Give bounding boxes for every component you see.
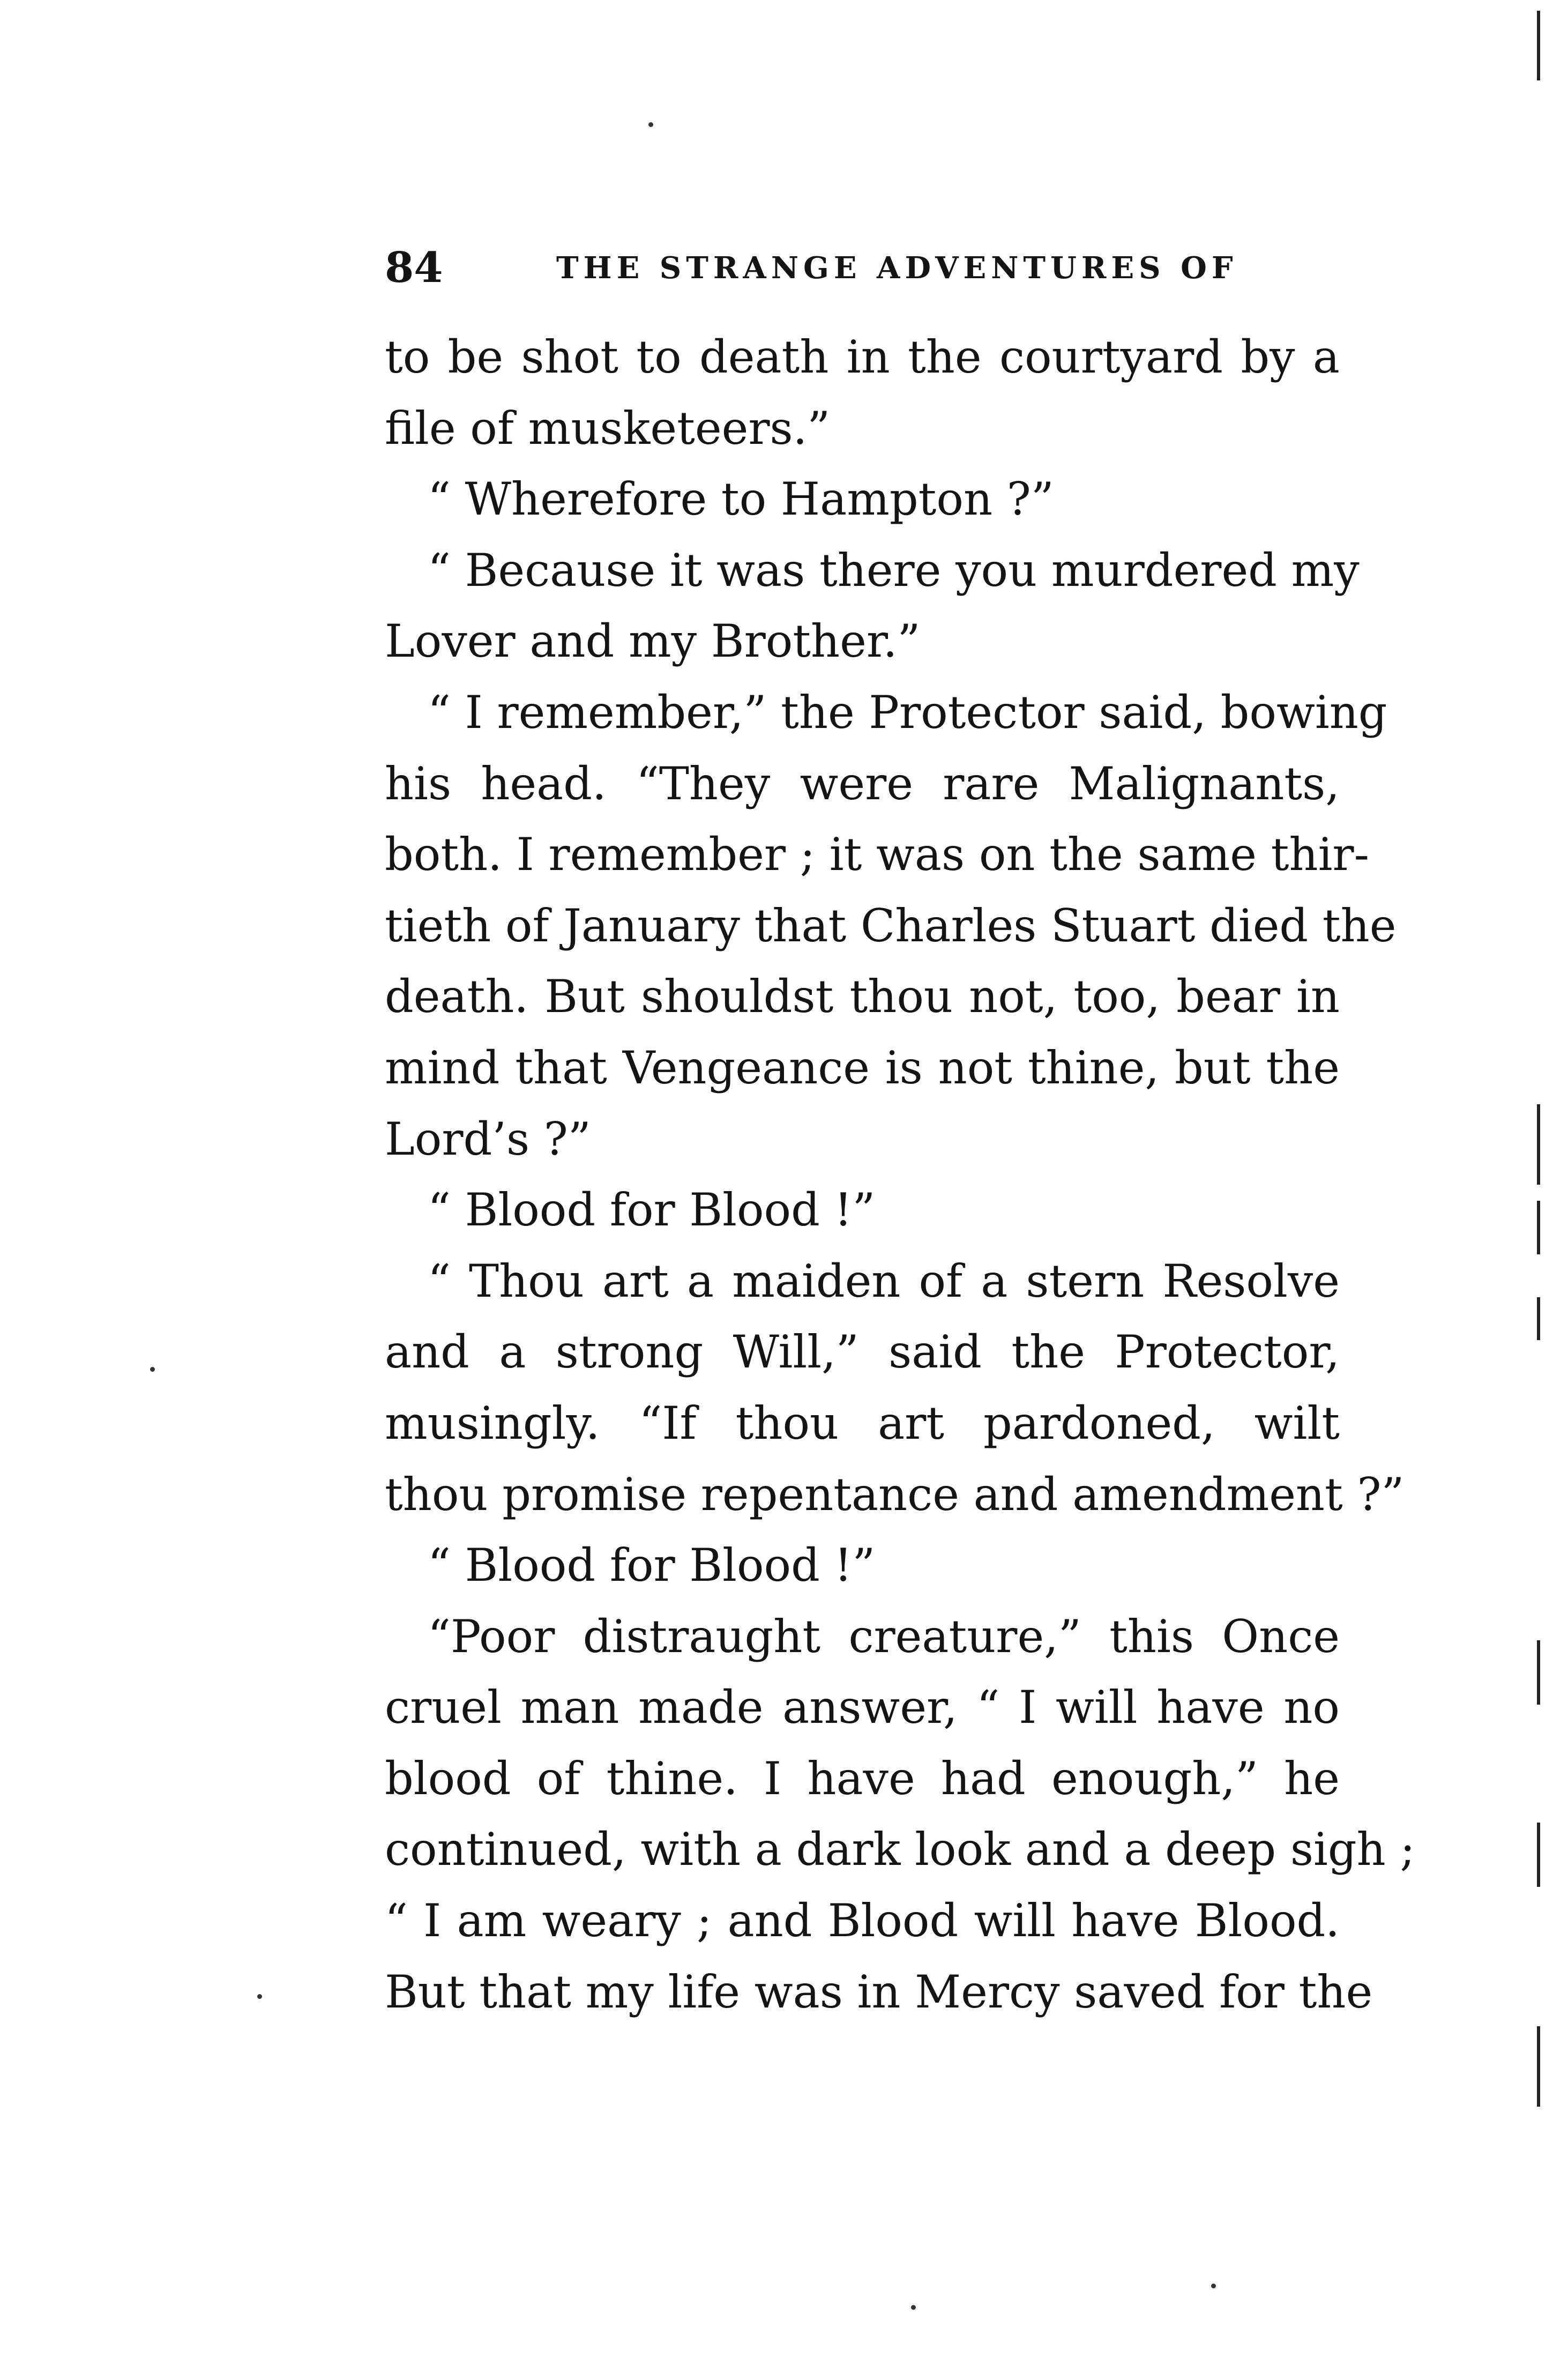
page-header: [385, 236, 1339, 300]
text-line: “ Blood for Blood !”: [428, 1184, 876, 1237]
scan-speck: [257, 1994, 262, 1999]
text-line: continued, with a dark look and a deep sigh ;: [385, 1823, 1415, 1876]
text-line: both. I remember ; it was on the same thir-: [385, 828, 1369, 881]
text-line: musingly. “If thou art pardoned, wilt: [385, 1396, 1340, 1449]
text-line: “ Blood for Blood !”: [428, 1539, 876, 1592]
text-line: thou promise repentance and amendment ?”: [385, 1468, 1405, 1521]
text-line: “ Wherefore to Hampton ?”: [428, 473, 1054, 526]
scan-speck: [1211, 2284, 1216, 2288]
text-line: “ Thou art a maiden of a stern Resolve: [428, 1254, 1340, 1307]
body-text: [385, 322, 1415, 2027]
scan-edge-mark: [1537, 2026, 1540, 2107]
text-line: But that my life was in Mercy saved for the: [385, 1965, 1373, 2018]
scan-speck: [150, 1367, 155, 1372]
text-line: Lover and my Brother.”: [385, 615, 921, 668]
text-line: file of musketeers.”: [385, 401, 831, 455]
scan-edge-mark: [1537, 1104, 1540, 1185]
scan-speck: [911, 2305, 916, 2310]
text-line: to be shot to death in the courtyard by a: [385, 331, 1340, 383]
text-line: death. But shouldst thou not, too, bear in: [385, 970, 1340, 1023]
scan-edge-mark: [1537, 1201, 1540, 1254]
text-line: his head. “They were rare Malignants,: [385, 757, 1340, 810]
text-line: “ I am weary ; and Blood will have Blood.: [385, 1894, 1340, 1947]
scan-edge-mark: [1537, 1823, 1540, 1887]
scan-edge-mark: [1537, 1297, 1540, 1340]
text-line: blood of thine. I have had enough,” he: [385, 1752, 1340, 1805]
text-line: mind that Vengeance is not thine, but the: [385, 1041, 1340, 1094]
text-line: “ Because it was there you murdered my: [428, 544, 1360, 597]
text-line: and a strong Will,” said the Protector,: [385, 1326, 1340, 1379]
scan-edge-mark: [1537, 1640, 1540, 1705]
page-number: 84: [385, 243, 443, 292]
text-line: Lord’s ?”: [385, 1112, 591, 1165]
scan-speck: [648, 122, 653, 127]
text-line: tieth of January that Charles Stuart died the: [385, 899, 1397, 952]
text-line: “ I remember,” the Protector said, bowing: [428, 686, 1387, 739]
running-head: THE STRANGE ADVENTURES OF: [556, 250, 1238, 286]
text-line: “Poor distraught creature,” this Once: [428, 1610, 1340, 1663]
text-line: cruel man made answer, “ I will have no: [385, 1681, 1340, 1734]
scan-edge-mark: [1537, 11, 1540, 80]
